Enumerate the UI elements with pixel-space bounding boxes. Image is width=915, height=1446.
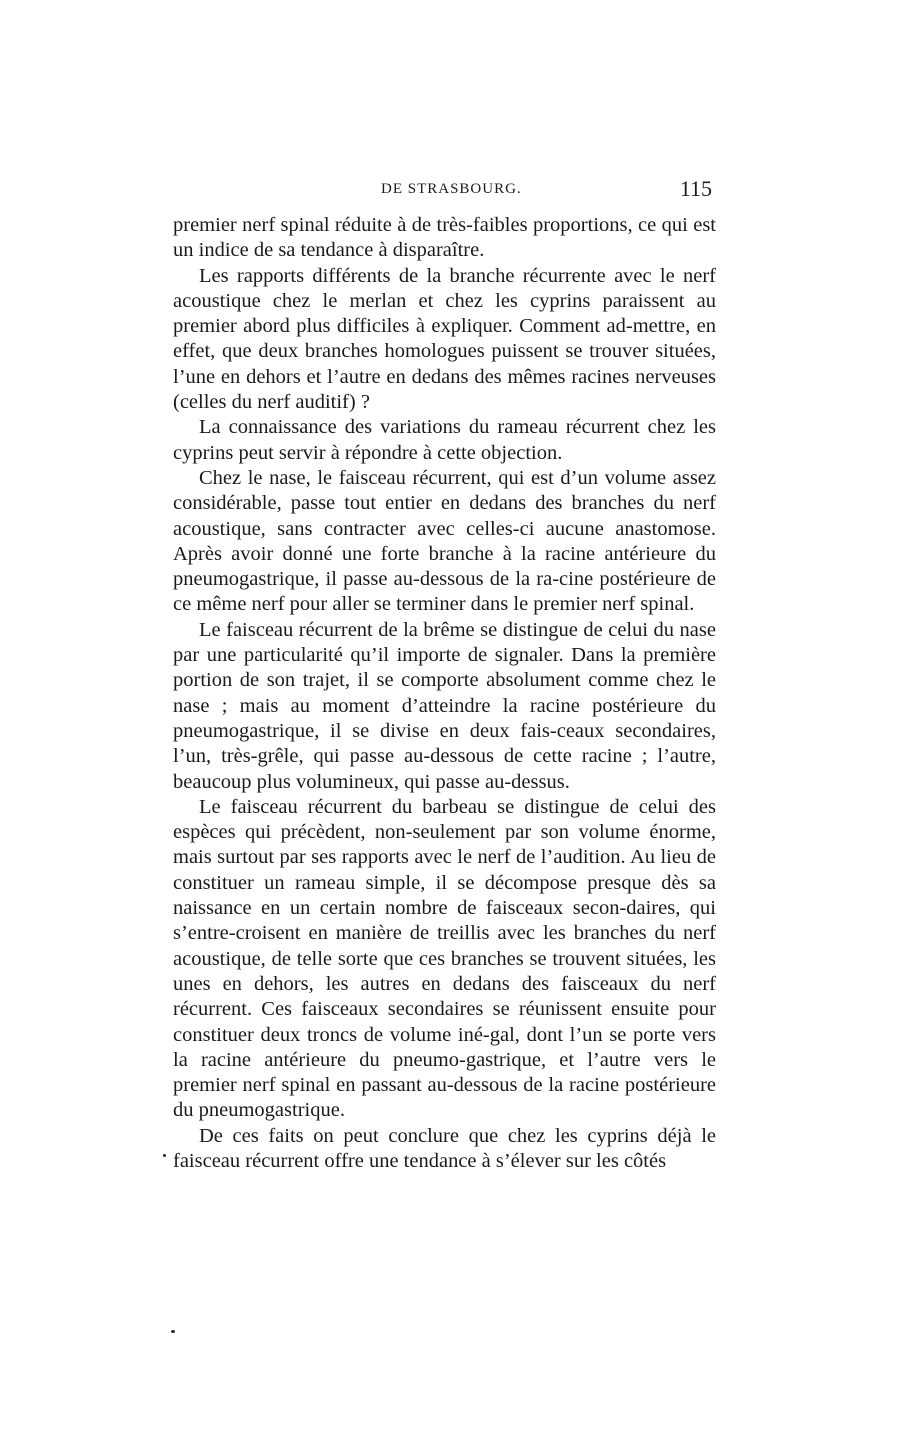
- paragraph: De ces faits on peut conclure que chez les cyprins déjà le faisceau récurrent offre une tendance à s’élever sur les côtés: [173, 1124, 716, 1172]
- print-speck: [171, 1330, 175, 1333]
- page-number: 115: [679, 176, 712, 201]
- page-header: [173, 176, 716, 202]
- paragraph: La connaissance des variations du rameau récurrent chez les cyprins peut servir à répondre à cette objection.: [173, 416, 716, 464]
- paragraph: Chez le nase, le faisceau récurrent, qui est d’un volume assez considérable, passe tout entier en dedans des branches du nerf acoustique, sans contracter avec celles-ci aucune anastomose. Après avoir donné une forte branche à la racine antérieure du pneumogastrique, il passe au-dessous de la ra-cine postérieure de ce même nerf pour aller se terminer dans le premier nerf spinal.: [173, 466, 716, 616]
- print-speck: [163, 1154, 166, 1157]
- body-text: [173, 213, 716, 1174]
- paragraph: Les rapports différents de la branche récurrente avec le nerf acoustique chez le merlan et chez les cyprins paraissent au premier abord plus difficiles à expliquer. Comment ad-mettre, en effet, que deux branches homologues puissent se trouver situées, l’une en dehors et l’autre en dedans des mêmes racines nerveuses (celles du nerf auditif) ?: [173, 264, 716, 414]
- running-title: DE STRASBOURG.: [381, 181, 522, 197]
- paragraph-continued: premier nerf spinal réduite à de très-faibles proportions, ce qui est un indice de sa tendance à disparaître.: [173, 214, 716, 262]
- paragraph: Le faisceau récurrent de la brême se distingue de celui du nase par une particularité qu’il importe de signaler. Dans la première portion de son trajet, il se comporte absolument comme chez le nase ; mais au moment d’atteindre la racine postérieure du pneumogastrique, il se divise en deux fais-ceaux secondaires, l’un, très-grêle, qui passe au-dessous de cette racine ; l’autre, beaucoup plus volumineux, qui passe au-dessus.: [173, 618, 716, 793]
- paragraph: Le faisceau récurrent du barbeau se distingue de celui des espèces qui précèdent, non-seulement par son volume énorme, mais surtout par ses rapports avec le nerf de l’audition. Au lieu de constituer un rameau simple, il se décompose presque dès sa naissance en un certain nombre de faisceaux secon-daires, qui s’entre-croisent en manière de treillis avec les branches du nerf acoustique, de telle sorte que ces branches se trouvent situées, les unes en dehors, les autres en dedans des faisceaux du nerf récurrent. Ces faisceaux secondaires se réunissent ensuite pour constituer deux troncs de volume iné-gal, dont l’un se porte vers la racine antérieure du pneumo-gastrique, et l’autre vers le premier nerf spinal en passant au-dessous de la racine postérieure du pneumogastrique.: [173, 795, 716, 1122]
